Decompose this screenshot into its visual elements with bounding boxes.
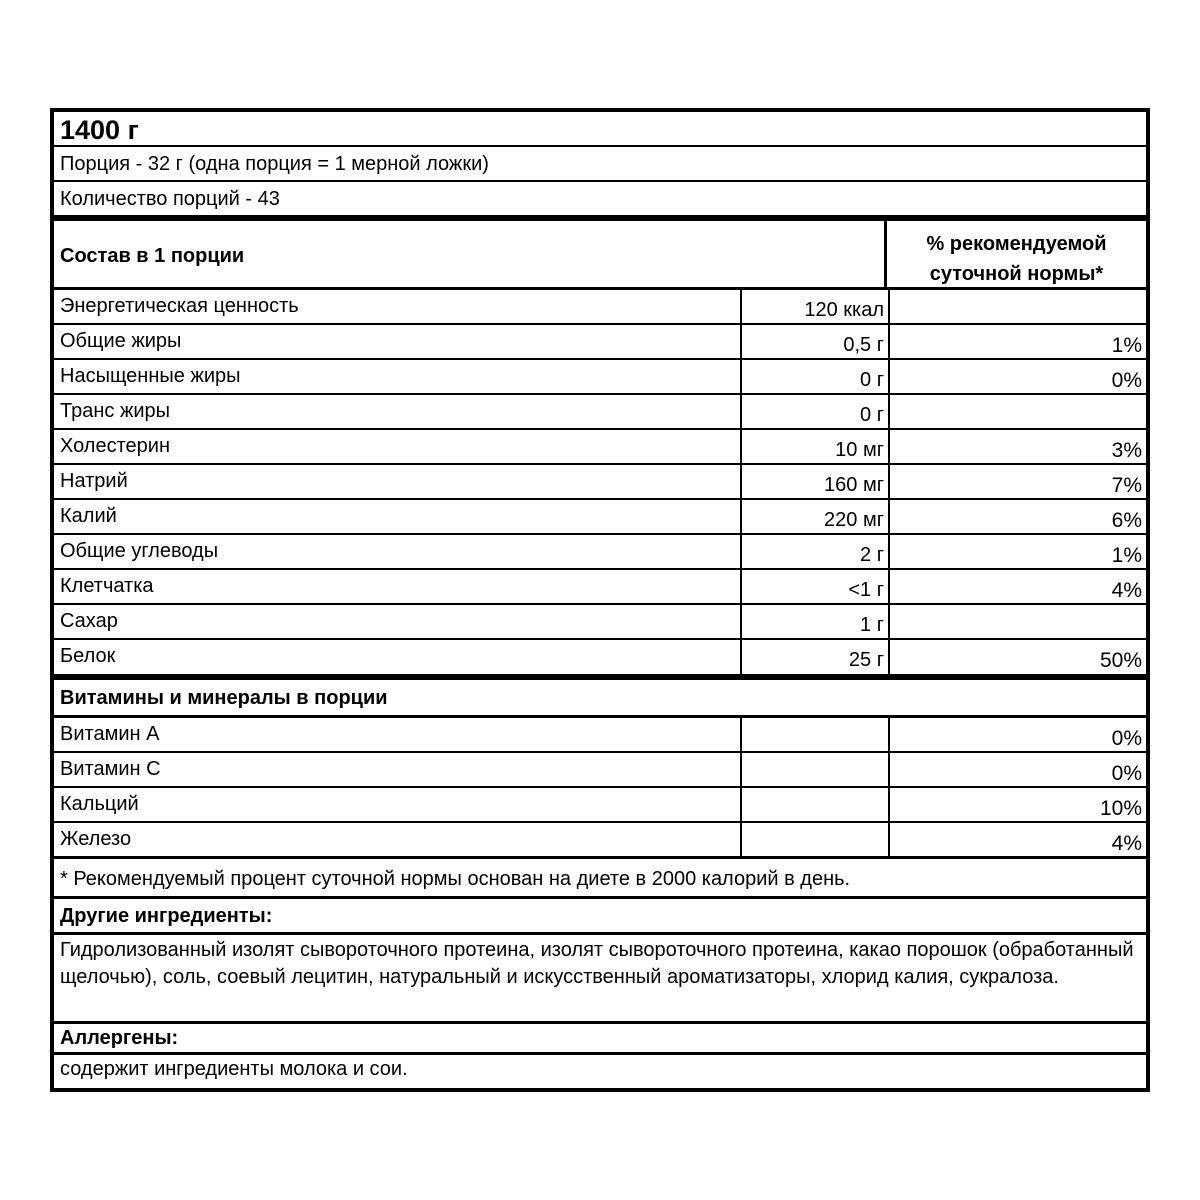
amount-cell [740,325,888,358]
nutrient-row [54,465,1146,500]
ingredients-text-row [54,935,1146,1024]
weight-row [54,112,1146,147]
nutrient-name: Клетчатка [60,575,154,597]
amount-cell [740,430,888,463]
nutrient-amount: <1 г [848,579,884,601]
amount-cell [740,395,888,428]
nutrient-name: Белок [60,645,116,667]
nutrient-dv: 0% [1111,369,1142,392]
amount-cell [740,718,888,751]
nutrient-row [54,570,1146,605]
vitamin-row [54,788,1146,823]
nutrient-name: Общие углеводы [60,540,219,562]
dv-cell [888,430,1146,463]
ingredients-text: Гидролизованный изолят сывороточного протеина, изолят сывороточного протеина, какао порошок (обработанный щелочью), соль, соевый лецитин, натуральный и искусственный ароматизаторы, хлорид калия, сукралоза. [60,939,1134,988]
vitamin-row [54,753,1146,788]
amount-cell [740,360,888,393]
nutrient-amount: 120 ккал [804,299,884,321]
amount-cell [740,570,888,603]
dv-header-line1: % рекомендуемой [926,233,1107,255]
nutrient-row [54,535,1146,570]
nutrient-row [54,290,1146,325]
vitamin-name: Кальций [60,793,139,815]
vitamin-dv: 10% [1099,797,1142,820]
amount-cell [740,465,888,498]
serving-row [54,147,1146,182]
nutrient-dv: 4% [1111,579,1142,602]
servings-count-row [54,182,1146,221]
vitamin-dv: 0% [1111,762,1142,785]
amount-cell [740,290,888,323]
nutrient-dv: 7% [1111,474,1142,497]
nutrient-amount: 160 мг [824,474,884,496]
dv-cell [888,535,1146,568]
nutrient-name: Натрий [60,470,128,492]
dv-cell [888,640,1146,674]
dv-cell [888,718,1146,751]
dv-cell [888,570,1146,603]
nutrient-row [54,430,1146,465]
nutrient-name: Транс жиры [60,400,170,422]
amount-cell [740,753,888,786]
dv-cell [888,465,1146,498]
nutrient-amount: 220 мг [824,509,884,531]
nutrient-dv: 3% [1111,439,1142,462]
nutrient-row [54,325,1146,360]
servings-count: Количество порций - 43 [60,188,280,210]
amount-cell [740,640,888,674]
allergens-text-row [54,1055,1146,1088]
ingredients-title: Другие ингредиенты: [60,905,273,927]
nutrient-row [54,500,1146,535]
amount-cell [740,605,888,638]
nutrition-facts-panel [50,108,1150,1092]
nutrient-row [54,395,1146,430]
nutrient-dv: 1% [1111,334,1142,357]
dv-cell [888,325,1146,358]
vitamins-title: Витамины и минералы в порции [60,687,388,709]
dv-cell [888,753,1146,786]
ingredients-header-row [54,899,1146,935]
nutrient-name: Холестерин [60,435,170,457]
dv-cell [888,500,1146,533]
nutrient-amount: 25 г [848,649,884,671]
nutrient-name: Общие жиры [60,330,182,352]
nutrient-row [54,640,1146,680]
nutrient-amount: 0,5 г [843,334,884,356]
vitamin-dv: 0% [1111,727,1142,750]
vitamin-name: Железо [60,828,132,850]
allergens-title: Аллергены: [60,1027,179,1049]
vitamin-name: Витамин А [60,723,160,745]
amount-cell [740,535,888,568]
dv-cell [888,290,1146,323]
dv-cell [888,605,1146,638]
vitamin-dv: 4% [1111,832,1142,855]
composition-title: Состав в 1 порции [60,245,245,267]
nutrient-row [54,605,1146,640]
dv-cell [888,395,1146,428]
nutrient-name: Насыщенные жиры [60,365,241,387]
footnote-row [54,859,1146,899]
dv-header [887,229,1146,289]
vitamin-row [54,718,1146,753]
amount-cell [740,823,888,856]
nutrient-dv: 50% [1099,649,1142,672]
vitamin-name: Витамин С [60,758,161,780]
package-weight: 1400 г [60,115,139,145]
nutrient-name: Калий [60,505,117,527]
nutrient-name: Сахар [60,610,118,632]
nutrient-row [54,360,1146,395]
dv-cell [888,360,1146,393]
composition-header-row [54,221,1146,290]
amount-cell [740,500,888,533]
nutrient-dv: 1% [1111,544,1142,567]
vitamin-row [54,823,1146,859]
dv-header-line2: суточной нормы* [929,263,1104,285]
footnote: * Рекомендуемый процент суточной нормы основан на диете в 2000 калорий в день. [60,868,851,890]
nutrient-name: Энергетическая ценность [60,295,299,317]
dv-header-cell [884,221,1146,287]
allergens-text: содержит ингредиенты молока и сои. [60,1058,408,1080]
nutrient-amount: 2 г [860,544,884,566]
amount-cell [740,788,888,821]
allergens-header-row [54,1024,1146,1055]
nutrient-dv: 6% [1111,509,1142,532]
vitamins-header-row [54,680,1146,718]
nutrient-amount: 1 г [860,614,884,636]
dv-cell [888,823,1146,856]
serving-size: Порция - 32 г (одна порция = 1 мерной ложки) [60,153,489,175]
dv-cell [888,788,1146,821]
nutrient-amount: 10 мг [835,439,884,461]
nutrient-amount: 0 г [860,369,884,391]
nutrient-amount: 0 г [860,404,884,426]
